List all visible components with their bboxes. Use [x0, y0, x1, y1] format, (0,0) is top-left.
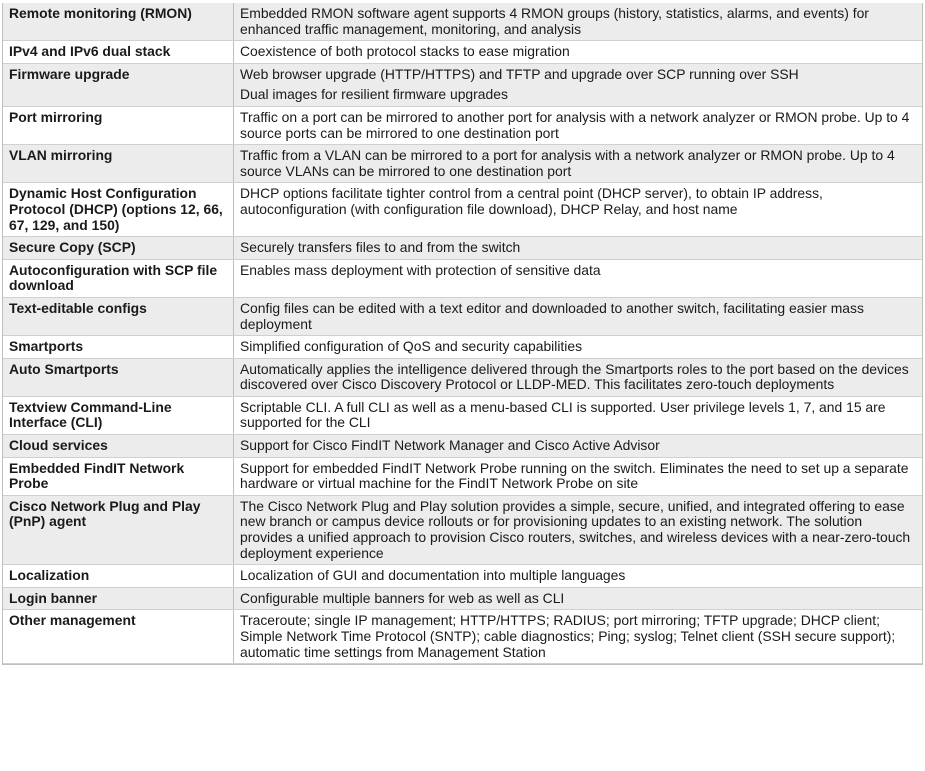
description-line: Embedded RMON software agent supports 4 RMON groups (history, statistics, alarms, and events) for enhanced traffic management, monitoring, and analysis: [240, 5, 869, 37]
description-line: Enables mass deployment with protection of sensitive data: [240, 261, 601, 278]
feature-description: [234, 610, 923, 664]
description-line: DHCP options facilitate tighter control from a central point (DHCP server), to obtain IP address, autoconfiguration (with configuration file download), DHCP Relay, and host name: [240, 185, 823, 217]
table-row: [3, 297, 922, 335]
table-row: [3, 396, 922, 434]
feature-name: Secure Copy (SCP): [3, 237, 234, 260]
feature-description: [234, 63, 923, 106]
feature-name: Auto Smartports: [3, 358, 234, 396]
table-row: [3, 358, 922, 396]
table-row: [3, 145, 922, 183]
feature-description: [234, 396, 923, 434]
table-row: [3, 259, 922, 297]
table-row: [3, 183, 922, 237]
description-line: Support for Cisco FindIT Network Manager and Cisco Active Advisor: [240, 437, 660, 454]
table-row: [3, 41, 922, 64]
feature-description: [234, 358, 923, 396]
description-line: Web browser upgrade (HTTP/HTTPS) and TFTP and upgrade over SCP running over SSH: [240, 65, 799, 82]
table-row: [3, 587, 922, 610]
description-line: Securely transfers files to and from the switch: [240, 239, 521, 256]
table-row: [3, 3, 922, 41]
description-line: Support for embedded FindIT Network Probe running on the switch. Eliminates the need to set up a separate hardware or virtual machine for the FindIT Network Probe on site: [240, 459, 909, 492]
description-line: Config files can be edited with a text editor and downloaded to another switch, facilitating easier mass deployment: [240, 299, 864, 332]
description-line: The Cisco Network Plug and Play solution provides a simple, secure, unified, and integrated offering to ease new branch or campus device rollouts or for provisioning updates to an existing network. The solution provides a unified approach to provision Cisco routers, switches, and wireless devices with a near-zero-touch deployment experience: [240, 497, 911, 561]
feature-description: [234, 565, 923, 588]
description-line: Dual images for resilient firmware upgrades: [240, 86, 508, 103]
description-line: Automatically applies the intelligence delivered through the Smartports roles to the port based on the devices discovered over Cisco Discovery Protocol or LLDP-MED. This facilitates zero-touch deployments: [240, 360, 909, 393]
feature-description: [234, 297, 923, 335]
feature-description: [234, 336, 923, 359]
feature-description: [234, 3, 923, 41]
table-row: [3, 336, 922, 359]
feature-name: Localization: [3, 565, 234, 588]
feature-name: Cloud services: [3, 435, 234, 458]
description-line: Traceroute; single IP management; HTTP/HTTPS; RADIUS; port mirroring; TFTP upgrade; DHCP client; Simple Network Time Protocol (SNTP); cable diagnostics; Ping; syslog; Telnet client (SSH secure support); automatic time settings from Management Station: [240, 612, 896, 660]
feature-description: [234, 41, 923, 64]
feature-description: [234, 435, 923, 458]
description-line: Coexistence of both protocol stacks to ease migration: [240, 43, 570, 60]
feature-name: Autoconfiguration with SCP file download: [3, 259, 234, 297]
feature-description: [234, 183, 923, 237]
table-row: [3, 457, 922, 495]
feature-table: [3, 3, 922, 664]
feature-name: Other management: [3, 610, 234, 664]
feature-description: [234, 457, 923, 495]
description-line: Traffic from a VLAN can be mirrored to a port for analysis with a network analyzer or RMON probe. Up to 4 source VLANs can be mirrored to one destination port: [240, 147, 895, 179]
feature-description: [234, 259, 923, 297]
table-row: [3, 435, 922, 458]
feature-table-body: [3, 3, 922, 664]
table-row: [3, 63, 922, 106]
feature-name: Textview Command-Line Interface (CLI): [3, 396, 234, 434]
feature-description: [234, 106, 923, 144]
feature-name: VLAN mirroring: [3, 145, 234, 183]
feature-name: Text-editable configs: [3, 297, 234, 335]
table-row: [3, 610, 922, 664]
description-line: Simplified configuration of QoS and security capabilities: [240, 338, 583, 355]
table-row: [3, 237, 922, 260]
feature-name: IPv4 and IPv6 dual stack: [3, 41, 234, 64]
feature-description: [234, 237, 923, 260]
feature-description: [234, 145, 923, 183]
feature-name: Login banner: [3, 587, 234, 610]
table-row: [3, 565, 922, 588]
description-line: Scriptable CLI. A full CLI as well as a menu-based CLI is supported. User privilege levels 1, 7, and 15 are supported for the CLI: [240, 398, 886, 431]
feature-name: Cisco Network Plug and Play (PnP) agent: [3, 495, 234, 564]
feature-name: Dynamic Host Configuration Protocol (DHCP) (options 12, 66, 67, 129, and 150): [3, 183, 234, 237]
feature-name: Firmware upgrade: [3, 63, 234, 106]
feature-name: Embedded FindIT Network Probe: [3, 457, 234, 495]
description-line: Localization of GUI and documentation into multiple languages: [240, 567, 626, 584]
feature-table-container: [2, 3, 923, 665]
table-row: [3, 106, 922, 144]
feature-description: [234, 495, 923, 564]
table-row: [3, 495, 922, 564]
feature-name: Smartports: [3, 336, 234, 359]
feature-name: Remote monitoring (RMON): [3, 3, 234, 41]
description-line: Traffic on a port can be mirrored to another port for analysis with a network analyzer or RMON probe. Up to 4 source ports can be mirrored to one destination port: [240, 108, 910, 141]
feature-name: Port mirroring: [3, 106, 234, 144]
feature-description: [234, 587, 923, 610]
description-line: Configurable multiple banners for web as well as CLI: [240, 589, 565, 606]
